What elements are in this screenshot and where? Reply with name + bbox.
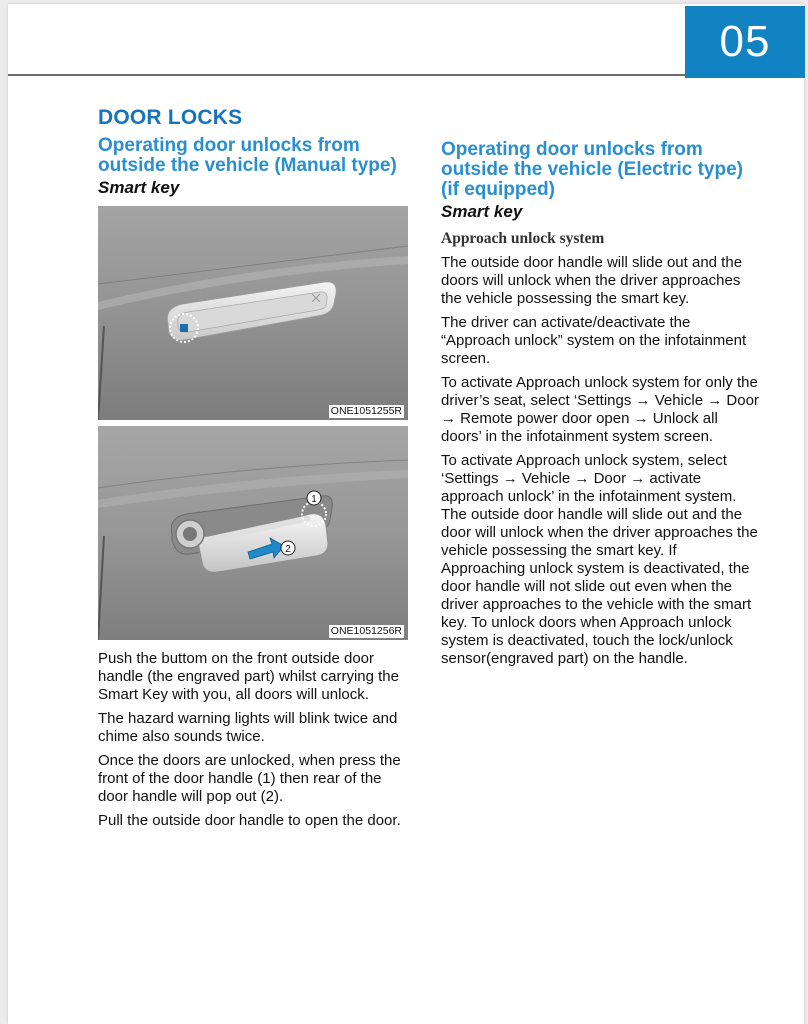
right-paragraph-4: To activate Approach unlock system, select ‘Settings → Vehicle → Door → activate approach unlock’ in the infotainment system. The outside door handle will slide out and the door will unlock when the driver approaches the vehicle possessing the smart key. If Approaching unlock system is deactivated, the door handle will not slide out even when the driver approaches to the vehicle with the smart key. To unlock doors when Approach unlock system is deactivated, touch the lock/unlock sensor(engraved part) on the handle.: [441, 452, 758, 667]
header-rule: [8, 74, 686, 76]
left-paragraph-4: Pull the outside door handle to open the door.: [98, 812, 401, 829]
right-subheading: Operating door unlocks from outside the vehicle (Electric type) (if equipped): [441, 139, 743, 200]
manual-page: [8, 4, 804, 1024]
right-paragraph-2: The driver can activate/deactivate the “Approach unlock” system on the infotainment screen.: [441, 314, 747, 367]
chapter-tab: 05: [685, 6, 805, 78]
right-column: [441, 140, 759, 674]
left-subheading: Operating door unlocks from outside the vehicle (Manual type): [98, 135, 397, 176]
left-paragraph-1: Push the buttom on the front outside door handle (the engraved part) whilst carrying the Smart Key with you, all doors will unlock.: [98, 650, 399, 703]
figure-door-handle-popped: [98, 426, 408, 640]
left-paragraph-3: Once the doors are unlocked, when press the front of the door handle (1) then rear of the door handle will pop out (2).: [98, 752, 401, 805]
door-handle-flush-illustration: [98, 206, 408, 420]
left-paragraph-2: The hazard warning lights will blink twice and chime also sounds twice.: [98, 710, 398, 745]
callout-1-marker: [307, 491, 321, 505]
section-title: DOOR LOCKS: [98, 106, 243, 129]
lock-cylinder-icon: [176, 520, 204, 548]
figure1-code: ONE1051255R: [330, 405, 402, 417]
right-paragraph-1: The outside door handle will slide out and the doors will unlock when the driver approaches the vehicle possessing the smart key.: [441, 254, 743, 307]
callout-2-label: 2: [285, 544, 291, 555]
right-paragraph-3: To activate Approach unlock system for only the driver’s seat, select ‘Settings → Vehicle → Door → Remote power door open → Unlock all doors’ in the infotainment system screen.: [441, 374, 759, 445]
lock-sensor-square: [180, 324, 188, 332]
figure2-code: ONE1051256R: [330, 625, 402, 637]
left-column: [98, 106, 410, 836]
right-smart-key-heading: Smart key: [441, 202, 523, 221]
door-handle-popped-illustration: [98, 426, 408, 640]
left-smart-key-heading: Smart key: [98, 178, 180, 197]
figure-door-handle-flush: [98, 206, 408, 420]
approach-unlock-heading: Approach unlock system: [441, 230, 605, 247]
callout-2-marker: [281, 541, 295, 555]
callout-1-label: 1: [311, 494, 317, 505]
